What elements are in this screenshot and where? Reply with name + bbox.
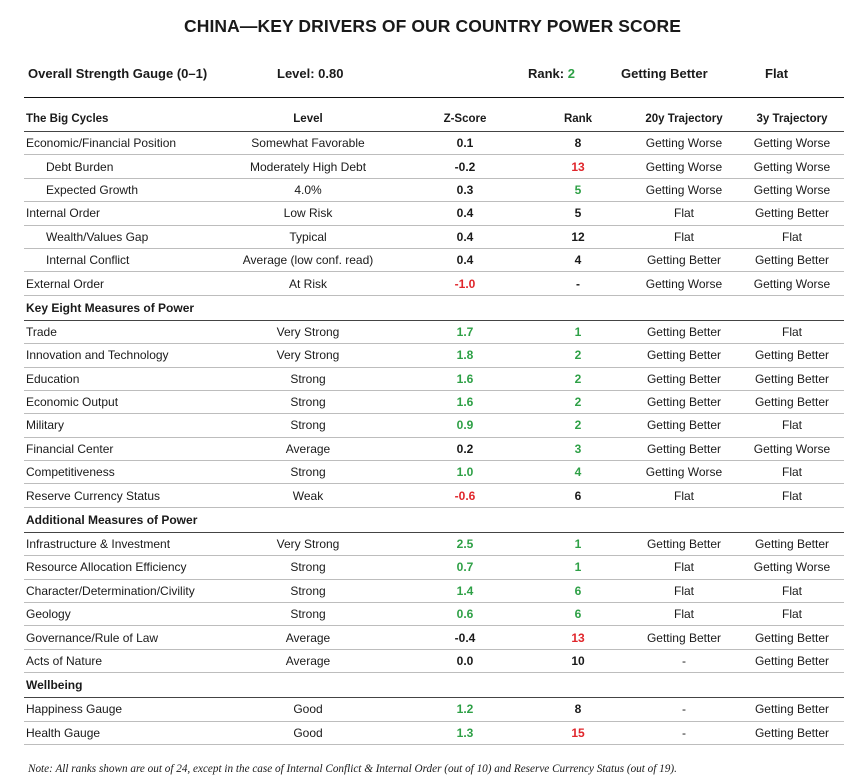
- trajectory-3y-cell: Getting Worse: [740, 155, 844, 178]
- rank-cell: 2: [528, 414, 628, 437]
- rank-cell: 4: [528, 461, 628, 484]
- zscore-cell: 1.3: [402, 721, 528, 744]
- trajectory-20y-cell: Getting Better: [628, 320, 740, 343]
- rank-cell: 8: [528, 132, 628, 155]
- table-row: [24, 484, 844, 507]
- table-header-row: [24, 107, 844, 132]
- header-3y-trajectory: 3y Trajectory: [740, 107, 844, 132]
- metric-name: Internal Order: [24, 202, 214, 225]
- table-row: [24, 698, 844, 721]
- table-row: [24, 367, 844, 390]
- level-cell: Somewhat Favorable: [214, 132, 402, 155]
- table-row: [24, 202, 844, 225]
- trajectory-3y-cell: Getting Better: [740, 649, 844, 672]
- trajectory-3y-cell: Getting Better: [740, 344, 844, 367]
- metric-name: Competitiveness: [24, 461, 214, 484]
- trajectory-20y-cell: Getting Better: [628, 248, 740, 271]
- rank-value: 2: [567, 66, 575, 81]
- section-header-row: [24, 295, 844, 320]
- trajectory-3y-cell: Flat: [740, 461, 844, 484]
- zscore-cell: 1.2: [402, 698, 528, 721]
- rank-cell: 2: [528, 367, 628, 390]
- rank-cell: 6: [528, 484, 628, 507]
- table-row: [24, 272, 844, 295]
- trajectory-20y-cell: Getting Better: [628, 532, 740, 555]
- rank-cell: 8: [528, 698, 628, 721]
- metric-name: Education: [24, 367, 214, 390]
- trajectory-3y-cell: Getting Better: [740, 248, 844, 271]
- header-20y-trajectory: 20y Trajectory: [628, 107, 740, 132]
- trajectory-3y-summary: Flat: [765, 66, 789, 81]
- header-rank: Rank: [528, 107, 628, 132]
- zscore-cell: -0.4: [402, 626, 528, 649]
- metric-name: Infrastructure & Investment: [24, 532, 214, 555]
- trajectory-20y-summary: Getting Better: [621, 66, 708, 81]
- trajectory-20y-cell: Getting Worse: [628, 132, 740, 155]
- rank-cell: 3: [528, 437, 628, 460]
- rank-summary: [528, 66, 575, 81]
- zscore-cell: 0.6: [402, 603, 528, 626]
- level-cell: Average (low conf. read): [214, 248, 402, 271]
- level-cell: Very Strong: [214, 320, 402, 343]
- rank-cell: 6: [528, 603, 628, 626]
- rank-cell: 13: [528, 626, 628, 649]
- zscore-cell: -0.2: [402, 155, 528, 178]
- metric-name: Internal Conflict: [24, 248, 214, 271]
- table-row: [24, 414, 844, 437]
- zscore-cell: 2.5: [402, 532, 528, 555]
- trajectory-3y-cell: Getting Worse: [740, 556, 844, 579]
- table-row: [24, 320, 844, 343]
- rank-cell: 5: [528, 178, 628, 201]
- level-cell: Low Risk: [214, 202, 402, 225]
- trajectory-20y-cell: Getting Better: [628, 367, 740, 390]
- trajectory-3y-cell: Getting Worse: [740, 437, 844, 460]
- zscore-cell: 1.8: [402, 344, 528, 367]
- zscore-cell: 0.4: [402, 202, 528, 225]
- metric-name: Military: [24, 414, 214, 437]
- metric-name: Health Gauge: [24, 721, 214, 744]
- rank-cell: 1: [528, 532, 628, 555]
- table-body: [24, 132, 844, 745]
- level-cell: Average: [214, 649, 402, 672]
- trajectory-20y-cell: Getting Worse: [628, 155, 740, 178]
- trajectory-20y-cell: Getting Better: [628, 390, 740, 413]
- level-cell: Strong: [214, 579, 402, 602]
- drivers-table: [24, 107, 844, 745]
- zscore-cell: 0.2: [402, 437, 528, 460]
- level-cell: Strong: [214, 414, 402, 437]
- gauge-label: Overall Strength Gauge (0–1): [28, 66, 208, 81]
- table-row: [24, 225, 844, 248]
- level-cell: Average: [214, 437, 402, 460]
- level-cell: Strong: [214, 390, 402, 413]
- metric-name: Expected Growth: [24, 178, 214, 201]
- rank-cell: 15: [528, 721, 628, 744]
- trajectory-3y-cell: Flat: [740, 225, 844, 248]
- level-cell: At Risk: [214, 272, 402, 295]
- level-cell: Very Strong: [214, 344, 402, 367]
- rank-label: Rank:: [528, 66, 565, 81]
- trajectory-3y-cell: Getting Better: [740, 390, 844, 413]
- level-cell: Good: [214, 721, 402, 744]
- trajectory-20y-cell: Flat: [628, 579, 740, 602]
- metric-name: Economic/Financial Position: [24, 132, 214, 155]
- table-row: [24, 461, 844, 484]
- zscore-cell: 1.6: [402, 367, 528, 390]
- level-cell: Weak: [214, 484, 402, 507]
- header-cycles: The Big Cycles: [24, 107, 214, 132]
- trajectory-20y-cell: Getting Worse: [628, 272, 740, 295]
- trajectory-3y-cell: Flat: [740, 484, 844, 507]
- trajectory-20y-cell: Getting Worse: [628, 178, 740, 201]
- level-cell: Strong: [214, 367, 402, 390]
- table-row: [24, 532, 844, 555]
- trajectory-3y-cell: Getting Worse: [740, 132, 844, 155]
- level-cell: Good: [214, 698, 402, 721]
- zscore-cell: 0.0: [402, 649, 528, 672]
- trajectory-20y-cell: Flat: [628, 225, 740, 248]
- section-title: Additional Measures of Power: [24, 507, 844, 532]
- zscore-cell: 1.6: [402, 390, 528, 413]
- level-cell: Strong: [214, 556, 402, 579]
- zscore-cell: -1.0: [402, 272, 528, 295]
- trajectory-20y-cell: Getting Worse: [628, 461, 740, 484]
- table-row: [24, 132, 844, 155]
- trajectory-20y-cell: -: [628, 698, 740, 721]
- trajectory-20y-cell: Getting Better: [628, 414, 740, 437]
- level-cell: Typical: [214, 225, 402, 248]
- table-row: [24, 437, 844, 460]
- trajectory-20y-cell: Getting Better: [628, 344, 740, 367]
- metric-name: Wealth/Values Gap: [24, 225, 214, 248]
- section-title: Wellbeing: [24, 673, 844, 698]
- trajectory-20y-cell: Getting Better: [628, 626, 740, 649]
- metric-name: Innovation and Technology: [24, 344, 214, 367]
- zscore-cell: 0.7: [402, 556, 528, 579]
- section-header-row: [24, 507, 844, 532]
- table-row: [24, 344, 844, 367]
- trajectory-20y-cell: -: [628, 649, 740, 672]
- page-title: CHINA—KEY DRIVERS OF OUR COUNTRY POWER SCORE: [183, 16, 682, 36]
- zscore-cell: 0.1: [402, 132, 528, 155]
- summary-row: [0, 66, 865, 84]
- metric-name: Resource Allocation Efficiency: [24, 556, 214, 579]
- level-cell: Average: [214, 626, 402, 649]
- rank-cell: 1: [528, 320, 628, 343]
- trajectory-20y-cell: Flat: [628, 484, 740, 507]
- trajectory-20y-cell: -: [628, 721, 740, 744]
- zscore-cell: 0.4: [402, 225, 528, 248]
- rank-cell: 2: [528, 390, 628, 413]
- trajectory-3y-cell: Getting Better: [740, 721, 844, 744]
- metric-name: External Order: [24, 272, 214, 295]
- zscore-cell: 0.4: [402, 248, 528, 271]
- rank-cell: 5: [528, 202, 628, 225]
- trajectory-3y-cell: Getting Better: [740, 202, 844, 225]
- trajectory-20y-cell: Flat: [628, 202, 740, 225]
- table-row: [24, 556, 844, 579]
- level-cell: Very Strong: [214, 532, 402, 555]
- header-zscore: Z-Score: [402, 107, 528, 132]
- header-level: Level: [214, 107, 402, 132]
- level-cell: Strong: [214, 461, 402, 484]
- metric-name: Debt Burden: [24, 155, 214, 178]
- zscore-cell: -0.6: [402, 484, 528, 507]
- table-row: [24, 626, 844, 649]
- trajectory-3y-cell: Getting Worse: [740, 272, 844, 295]
- table-row: [24, 579, 844, 602]
- zscore-cell: 1.0: [402, 461, 528, 484]
- level-summary: Level: 0.80: [277, 66, 344, 81]
- rank-cell: 4: [528, 248, 628, 271]
- zscore-cell: 1.4: [402, 579, 528, 602]
- trajectory-20y-cell: Flat: [628, 556, 740, 579]
- metric-name: Character/Determination/Civility: [24, 579, 214, 602]
- table-row: [24, 248, 844, 271]
- metric-name: Governance/Rule of Law: [24, 626, 214, 649]
- metric-name: Acts of Nature: [24, 649, 214, 672]
- table-row: [24, 603, 844, 626]
- table-row: [24, 390, 844, 413]
- trajectory-3y-cell: Getting Better: [740, 698, 844, 721]
- level-cell: 4.0%: [214, 178, 402, 201]
- trajectory-20y-cell: Getting Better: [628, 437, 740, 460]
- table-row: [24, 649, 844, 672]
- level-cell: Strong: [214, 603, 402, 626]
- table-row: [24, 155, 844, 178]
- rank-cell: 1: [528, 556, 628, 579]
- footnote: Note: All ranks shown are out of 24, except in the case of Internal Conflict & Internal Order (out of 10) and Reserve Currency Status (out of 19).: [28, 763, 677, 775]
- rank-cell: 2: [528, 344, 628, 367]
- trajectory-3y-cell: Flat: [740, 579, 844, 602]
- top-rule: [24, 97, 844, 98]
- section-title: Key Eight Measures of Power: [24, 295, 844, 320]
- table-row: [24, 721, 844, 744]
- rank-cell: 12: [528, 225, 628, 248]
- zscore-cell: 0.3: [402, 178, 528, 201]
- zscore-cell: 1.7: [402, 320, 528, 343]
- trajectory-3y-cell: Getting Worse: [740, 178, 844, 201]
- trajectory-3y-cell: Flat: [740, 320, 844, 343]
- trajectory-3y-cell: Getting Better: [740, 532, 844, 555]
- zscore-cell: 0.9: [402, 414, 528, 437]
- metric-name: Happiness Gauge: [24, 698, 214, 721]
- rank-cell: -: [528, 272, 628, 295]
- metric-name: Geology: [24, 603, 214, 626]
- metric-name: Economic Output: [24, 390, 214, 413]
- trajectory-3y-cell: Getting Better: [740, 367, 844, 390]
- trajectory-3y-cell: Getting Better: [740, 626, 844, 649]
- trajectory-3y-cell: Flat: [740, 603, 844, 626]
- metric-name: Financial Center: [24, 437, 214, 460]
- trajectory-3y-cell: Flat: [740, 414, 844, 437]
- metric-name: Trade: [24, 320, 214, 343]
- level-cell: Moderately High Debt: [214, 155, 402, 178]
- table-row: [24, 178, 844, 201]
- metric-name: Reserve Currency Status: [24, 484, 214, 507]
- rank-cell: 6: [528, 579, 628, 602]
- trajectory-20y-cell: Flat: [628, 603, 740, 626]
- rank-cell: 10: [528, 649, 628, 672]
- rank-cell: 13: [528, 155, 628, 178]
- section-header-row: [24, 673, 844, 698]
